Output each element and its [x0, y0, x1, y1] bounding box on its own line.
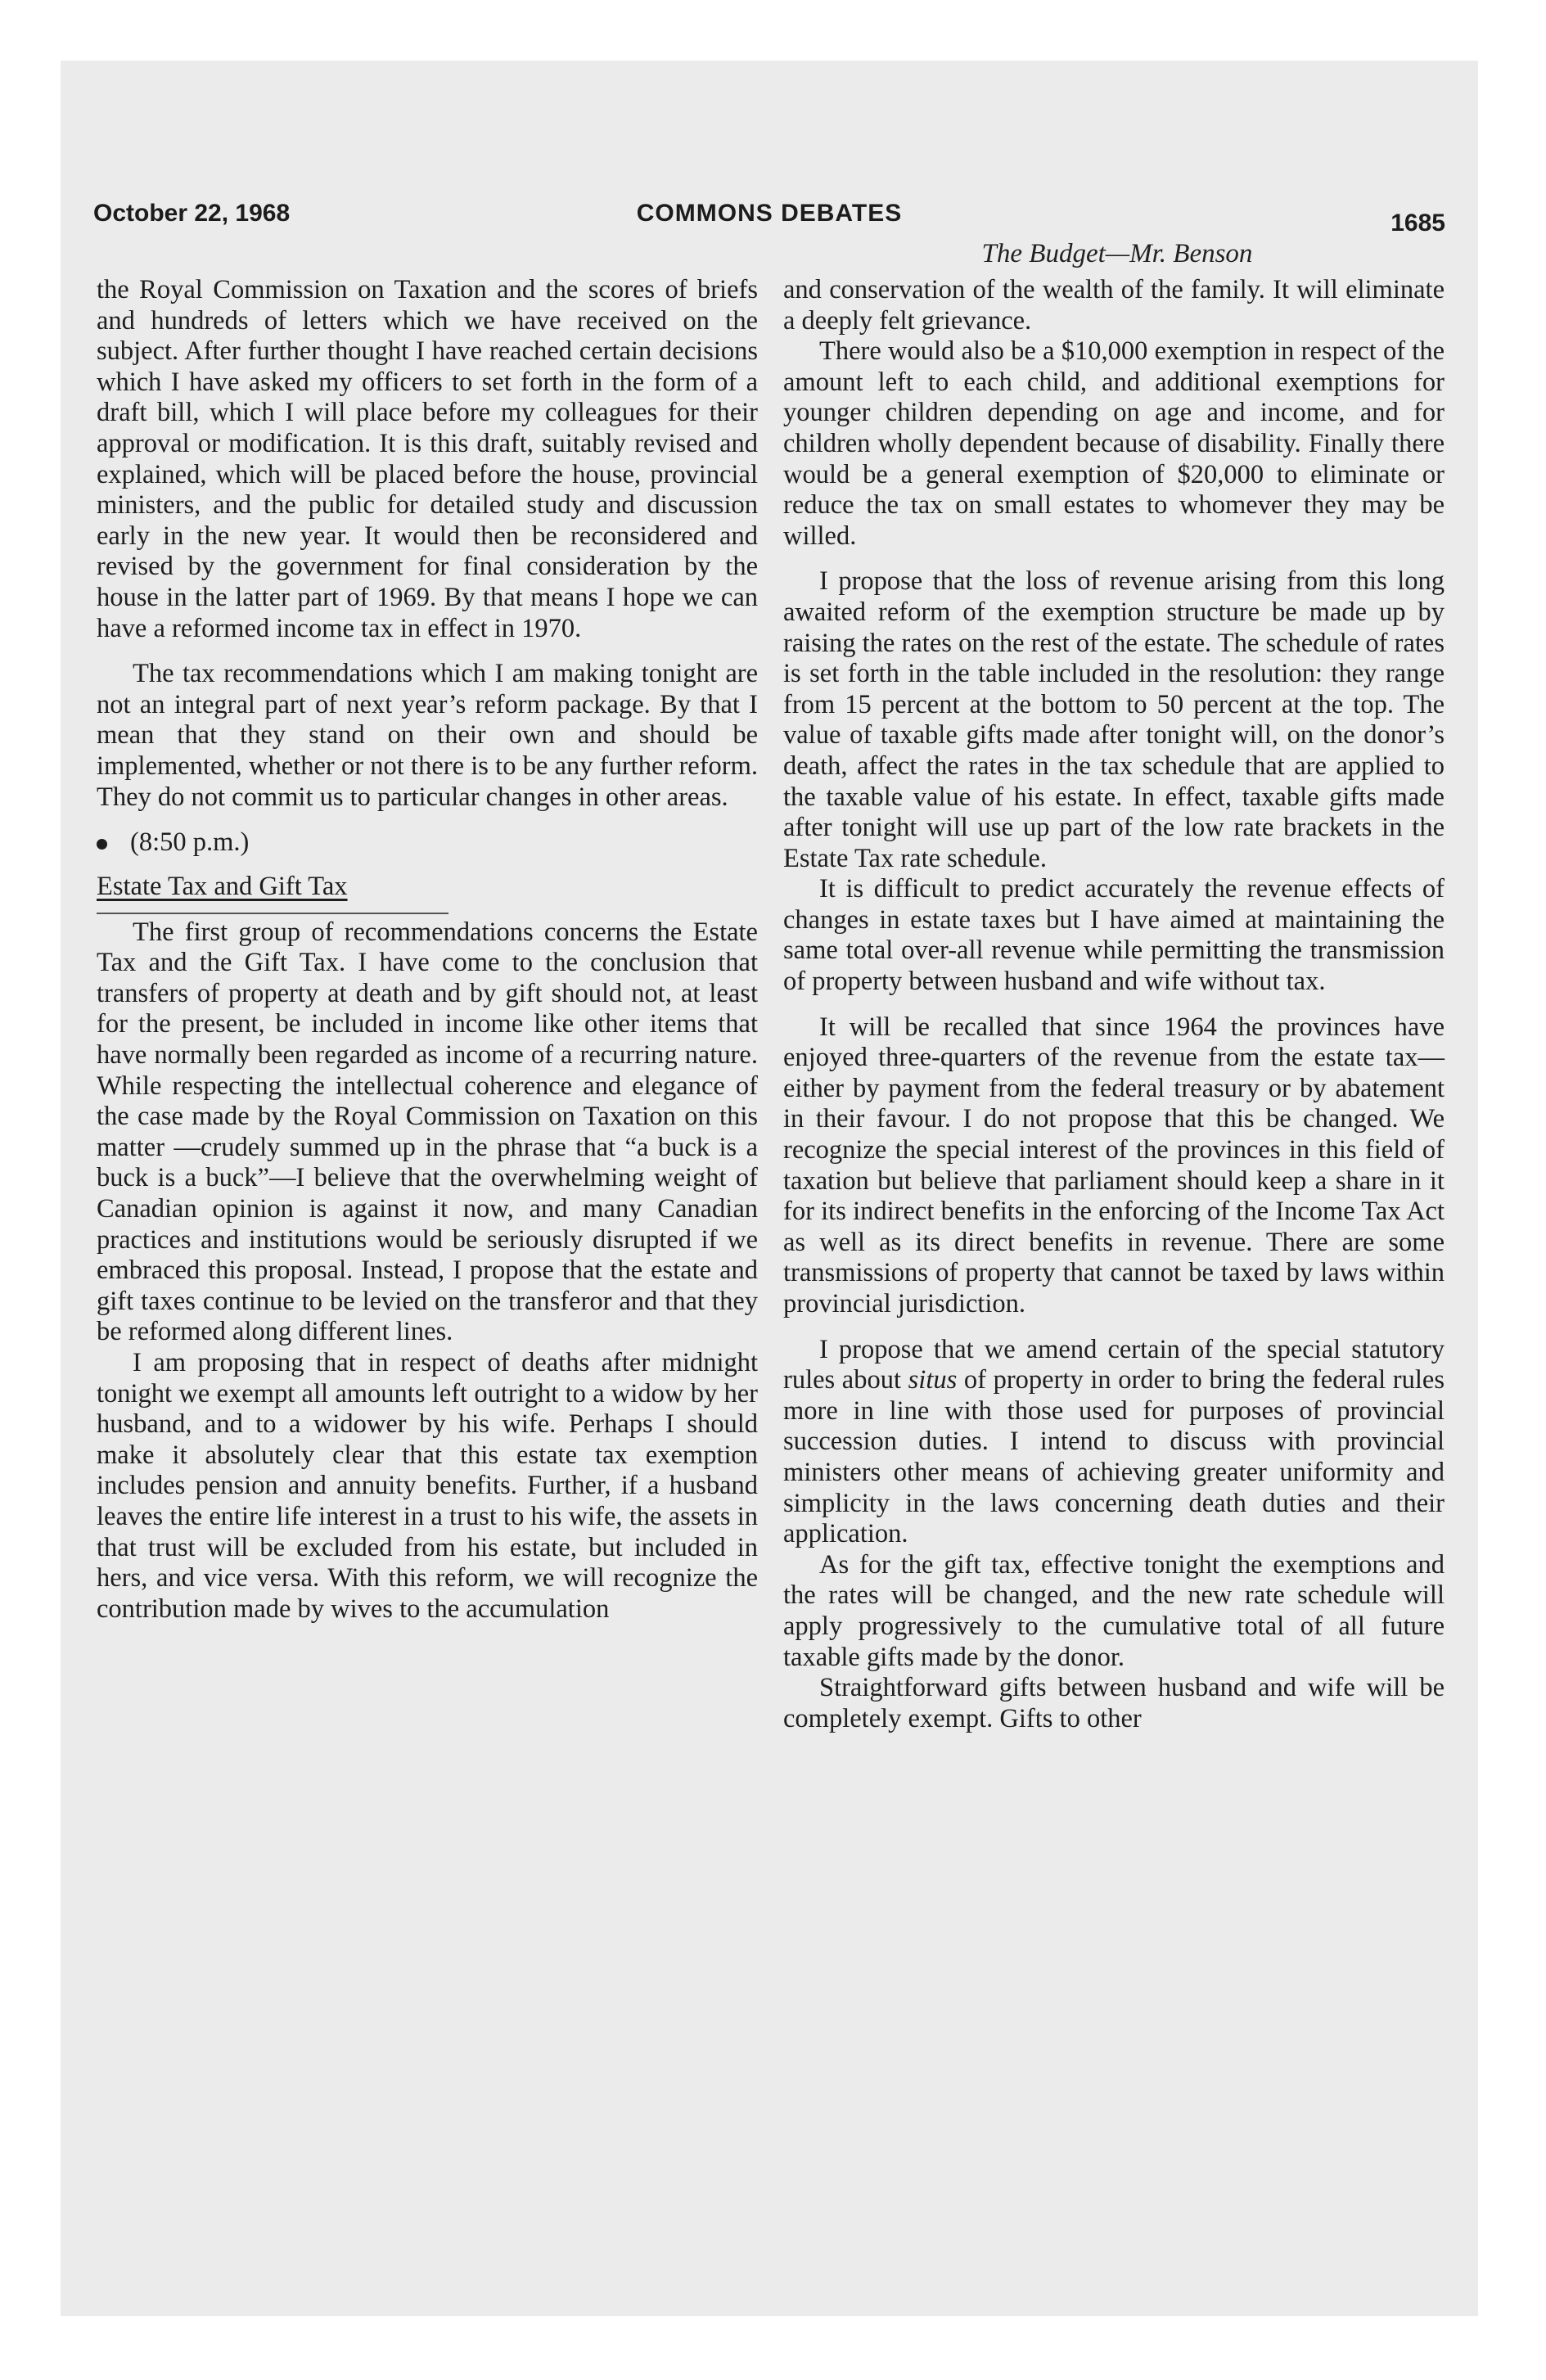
paragraph: the Royal Commission on Taxation and the scores of briefs and hundreds of letters which we have received on the subject. After further thought I have reached certain decisions which I have asked my officers to set forth in the form of a draft bill, which I will place before my colleagues for their approval or modification. It is this draft, suitably revised and explained, which will be placed before the house, provincial ministers, and the public for detailed study and discussion early in the new year. It would then be reconsidered and revised by the government for final consideration by the house in the latter part of 1969. By that means I hope we can have a reformed income tax in effect in 1970. — [97, 275, 758, 643]
section-divider — [97, 913, 448, 914]
bullet-icon — [97, 839, 107, 850]
paragraph-text: I propose that we amend certain of the special statutory rules about — [783, 1334, 1445, 1395]
paragraph: I am proposing that in respect of deaths after midnight tonight we exempt all amounts left outright to a widow by her husband, and to a widower by his wife. Perhaps I should make it absolutely clear that this estate tax exemption includes pension and annuity benefits. Further, if a husband leaves the entire life interest in a trust to his wife, the assets in that trust will be excluded from his estate, but included in hers, and vice versa. With this reform, we will recognize the contribution made by wives to the accumulation — [97, 1348, 758, 1624]
running-title: The Budget—Mr. Benson — [981, 239, 1253, 268]
header-date: October 22, 1968 — [93, 200, 291, 227]
paragraph: It will be recalled that since 1964 the provinces have enjoyed three-quarters of the revenue from the estate tax—either by payment from the federal treasury or by abatement in their favour. I do not propose that this be changed. We recognize the special interest of the provinces in this field of taxation but believe that parliament should keep a share in it for its indirect benefits in the enforcing of the Income Tax Act as well as its direct benefits in revenue. There are some transmissions of property that cannot be taxed by laws within provincial jurisdiction. — [783, 1012, 1445, 1318]
section-heading: Estate Tax and Gift Tax — [97, 872, 348, 902]
paragraph: Straightforward gifts between husband and wife will be completely exempt. Gifts to other — [783, 1673, 1445, 1733]
left-column — [97, 275, 758, 1625]
paragraph: It is difficult to predict accurately the revenue effects of changes in estate taxes but I have aimed at maintaining the same total over-all revenue while permitting the transmission of property between husband and wife without tax. — [783, 874, 1445, 997]
paragraph: There would also be a $10,000 exemption in respect of the amount left to each child, and additional exemptions for younger children depending on age and income, and for children wholly dependent because of disability. Finally there would be a general exemption of $20,000 to eliminate or reduce the tax on small estates to whomever they may be willed. — [783, 336, 1445, 551]
right-column — [783, 275, 1445, 1734]
paragraph: As for the gift tax, effective tonight the exemptions and the rates will be changed, and the new rate schedule will apply progressively to the cumulative total of all future taxable gifts made by the donor. — [783, 1549, 1445, 1672]
running-header — [93, 200, 1445, 237]
paragraph: The first group of recommendations concerns the Estate Tax and the Gift Tax. I have come to the conclusion that transfers of property at death and by gift should not, at least for the present, be included in income like other items that have normally been regarded as income of a recurring nature. While respecting the intellectual coherence and elegance of the case made by the Royal Commission on Taxation on this matter —crudely summed up in the phrase that “a buck is a buck is a buck”—I believe that the overwhelming weight of Canadian opinion is against it now, and many Canadian practices and institutions would be seriously disrupted if we embraced this proposal. Instead, I propose that the estate and gift taxes continue to be levied on the transferor and that they be reformed along different lines. — [97, 917, 758, 1347]
time-marker-text: (8:50 p.m.) — [130, 827, 250, 858]
page-number: 1685 — [1390, 210, 1445, 237]
paragraph-text: of property in order to bring the federal rules more in line with those used for purposes of provincial succession duties. I intend to discuss with provincial ministers other means of achieving greater uniformity and simplicity in the laws concerning death duties and their application. — [783, 1365, 1445, 1549]
italic-term: situs — [908, 1365, 958, 1395]
paragraph — [783, 1335, 1445, 1550]
paragraph: and conservation of the wealth of the family. It will eliminate a deeply felt grievance. — [783, 275, 1445, 336]
paragraph: I propose that the loss of revenue arising from this long awaited reform of the exemption structure be made up by raising the rates on the rest of the estate. The schedule of rates is set forth in the table included in the resolution: they range from 15 percent at the bottom to 50 percent at the top. The value of taxable gifts made after tonight will, on the donor’s death, affect the rates in the tax schedule that are applied to the taxable value of his estate. In effect, taxable gifts made after tonight will use up part of the low rate brackets in the Estate Tax rate schedule. — [783, 566, 1445, 873]
paragraph: The tax recommendations which I am making tonight are not an integral part of next year’s reform package. By that I mean that they stand on their own and should be implemented, whether or not there is to be any further reform. They do not commit us to particular changes in other areas. — [97, 659, 758, 812]
time-marker — [97, 827, 758, 859]
header-journal-title: COMMONS DEBATES — [636, 200, 903, 227]
